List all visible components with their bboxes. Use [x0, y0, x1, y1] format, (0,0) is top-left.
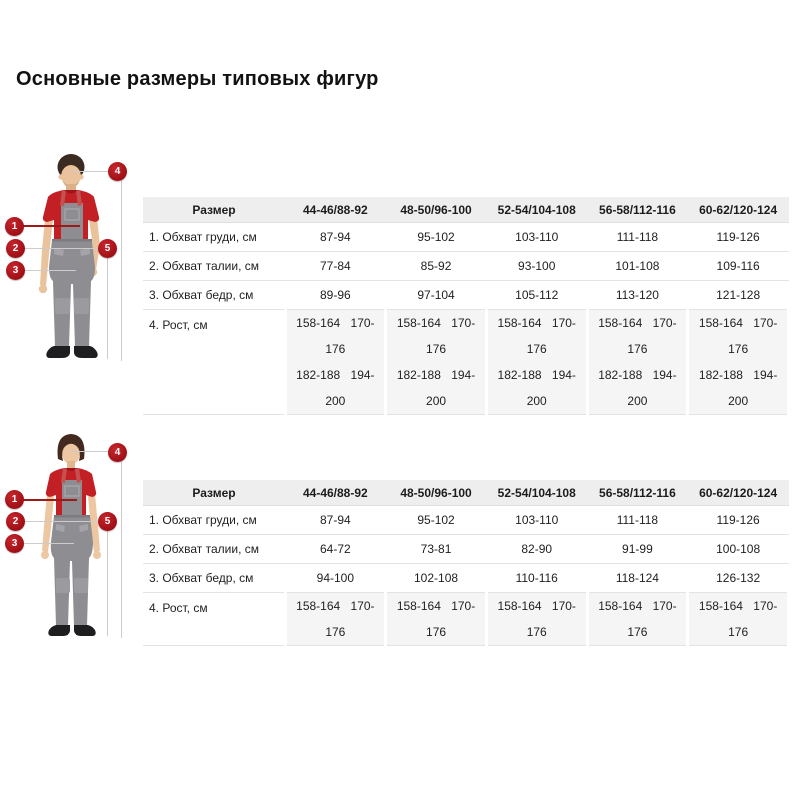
size-value-cell: 111-118	[587, 223, 688, 252]
height-range-line: 158-164 170-176	[296, 599, 375, 639]
side-measure-line-vertical	[107, 531, 108, 636]
size-value-cell	[688, 593, 789, 646]
size-value-cell: 101-108	[587, 252, 688, 281]
size-value-cell: 85-92	[386, 252, 487, 281]
table-row	[143, 281, 789, 310]
table-row	[143, 593, 789, 646]
size-value-cell: 113-120	[587, 281, 688, 310]
size-value-cell	[688, 310, 789, 415]
size-range-header: 56-58/112-116	[587, 480, 688, 506]
size-value-cell: 93-100	[486, 252, 587, 281]
marker-4-height: 4	[108, 162, 127, 181]
size-value-cell: 64-72	[285, 535, 386, 564]
size-value-cell: 95-102	[386, 223, 487, 252]
size-value-cell: 89-96	[285, 281, 386, 310]
height-measure-line-horizontal	[70, 171, 110, 172]
hip-measure-line	[24, 543, 74, 544]
size-value-cell: 91-99	[587, 535, 688, 564]
chest-measure-line	[22, 499, 77, 501]
man-figure-illustration	[18, 150, 130, 365]
size-value-cell	[486, 593, 587, 646]
size-value-cell: 126-132	[688, 564, 789, 593]
height-range-line: 158-164 170-176	[698, 316, 778, 356]
size-value-cell: 121-128	[688, 281, 789, 310]
size-value-cell: 100-108	[688, 535, 789, 564]
marker-2-waist: 2	[6, 239, 25, 258]
row-label: 4. Рост, см	[143, 310, 285, 415]
height-measure-line-vertical	[121, 461, 122, 638]
size-value-cell	[386, 593, 487, 646]
table-row	[143, 223, 789, 252]
height-measure-line-horizontal	[70, 451, 110, 452]
row-label: 1. Обхват груди, см	[143, 223, 285, 252]
table-row	[143, 564, 789, 593]
size-value-cell: 73-81	[386, 535, 487, 564]
size-range-header: 48-50/96-100	[386, 197, 487, 223]
row-label: 2. Обхват талии, см	[143, 252, 285, 281]
size-value-cell	[587, 310, 688, 415]
marker-3-hips: 3	[5, 534, 24, 553]
table-row	[143, 252, 789, 281]
waist-measure-line	[24, 521, 100, 522]
size-value-cell: 82-90	[486, 535, 587, 564]
height-range-line: 158-164 170-176	[598, 599, 677, 639]
row-label: 3. Обхват бедр, см	[143, 281, 285, 310]
size-value-cell	[486, 310, 587, 415]
marker-1-chest: 1	[5, 217, 24, 236]
marker-5-side: 5	[98, 512, 117, 531]
size-value-cell	[587, 593, 688, 646]
size-value-cell	[285, 310, 386, 415]
marker-5-side: 5	[98, 239, 117, 258]
size-range-header: 52-54/104-108	[486, 197, 587, 223]
size-value-cell: 94-100	[285, 564, 386, 593]
height-range-line: 158-164 170-176	[396, 599, 476, 639]
size-range-header: 60-62/120-124	[688, 480, 789, 506]
row-label: 2. Обхват талии, см	[143, 535, 285, 564]
size-value-cell: 105-112	[486, 281, 587, 310]
size-value-cell: 95-102	[386, 506, 487, 535]
size-value-cell: 97-104	[386, 281, 487, 310]
size-range-header: 44-46/88-92	[285, 197, 386, 223]
hip-measure-line	[24, 270, 76, 271]
size-value-cell: 103-110	[486, 506, 587, 535]
size-value-cell: 119-126	[688, 223, 789, 252]
size-label-header: Размер	[143, 197, 285, 223]
height-range-line: 158-164 170-176	[497, 599, 576, 639]
row-label: 4. Рост, см	[143, 593, 285, 646]
size-range-header: 56-58/112-116	[587, 197, 688, 223]
size-label-header: Размер	[143, 480, 285, 506]
size-value-cell	[386, 310, 487, 415]
height-range-line: 158-164 170-176	[396, 316, 476, 356]
row-label: 1. Обхват груди, см	[143, 506, 285, 535]
men-table-header-row	[143, 197, 789, 223]
women-table-header-row	[143, 480, 789, 506]
size-range-header: 48-50/96-100	[386, 480, 487, 506]
size-value-cell: 103-110	[486, 223, 587, 252]
size-range-header: 60-62/120-124	[688, 197, 789, 223]
marker-4-height: 4	[108, 443, 127, 462]
height-range-line: 158-164 170-176	[296, 316, 375, 356]
waist-measure-line	[24, 248, 102, 249]
marker-3-hips: 3	[6, 261, 25, 280]
side-measure-line-vertical	[107, 258, 108, 359]
size-value-cell: 110-116	[486, 564, 587, 593]
size-value-cell: 87-94	[285, 223, 386, 252]
height-range-line: 158-164 170-176	[698, 599, 778, 639]
marker-1-chest: 1	[5, 490, 24, 509]
size-range-header: 44-46/88-92	[285, 480, 386, 506]
height-range-line: 158-164 170-176	[497, 316, 576, 356]
table-row	[143, 506, 789, 535]
size-value-cell: 111-118	[587, 506, 688, 535]
size-range-header: 52-54/104-108	[486, 480, 587, 506]
height-range-line: 182-188 194-200	[296, 368, 375, 408]
size-value-cell: 109-116	[688, 252, 789, 281]
marker-2-waist: 2	[6, 512, 25, 531]
size-value-cell: 102-108	[386, 564, 487, 593]
table-row	[143, 535, 789, 564]
height-range-line: 182-188 194-200	[598, 368, 677, 408]
size-value-cell: 87-94	[285, 506, 386, 535]
height-range-line: 158-164 170-176	[598, 316, 677, 356]
height-range-line: 182-188 194-200	[497, 368, 576, 408]
size-value-cell: 119-126	[688, 506, 789, 535]
row-label: 3. Обхват бедр, см	[143, 564, 285, 593]
chest-measure-line	[22, 225, 80, 227]
size-value-cell: 77-84	[285, 252, 386, 281]
size-value-cell: 118-124	[587, 564, 688, 593]
men-size-table	[143, 197, 790, 415]
height-measure-line-vertical	[121, 180, 122, 361]
height-range-line: 182-188 194-200	[396, 368, 476, 408]
size-value-cell	[285, 593, 386, 646]
women-size-table	[143, 480, 790, 646]
height-range-line: 182-188 194-200	[698, 368, 778, 408]
page-title: Основные размеры типовых фигур	[16, 68, 379, 90]
table-row	[143, 310, 789, 415]
